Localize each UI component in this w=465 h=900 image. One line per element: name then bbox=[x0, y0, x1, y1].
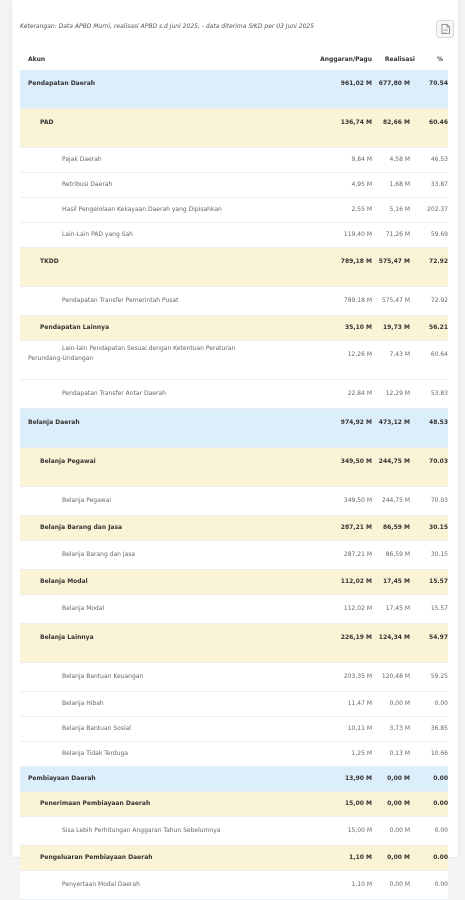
row-anggaran: 22,84 M bbox=[347, 390, 372, 397]
table-row[interactable] bbox=[20, 663, 448, 692]
row-name: Belanja Tidak Terduga bbox=[62, 750, 129, 757]
row-realisasi: 1,68 M bbox=[389, 181, 410, 188]
row-name: Lain-lain Pendapatan Sesuai dengan Ketentuan Peraturan Perundang-Undangan bbox=[28, 345, 236, 362]
row-anggaran: 287,21 M bbox=[343, 551, 372, 558]
row-realisasi: 12,29 M bbox=[385, 390, 410, 397]
table-row[interactable] bbox=[20, 487, 448, 516]
row-pct: 48.53 bbox=[429, 419, 448, 426]
row-realisasi: 0,00 M bbox=[387, 854, 410, 861]
table-row[interactable] bbox=[20, 516, 448, 541]
row-realisasi: 19,73 M bbox=[382, 324, 410, 331]
row-anggaran: 349,50 M bbox=[343, 497, 372, 504]
row-name: Sisa Lebih Perhitungan Anggaran Tahun Sebelumnya bbox=[62, 827, 221, 834]
table-row[interactable] bbox=[20, 287, 448, 316]
document-icon bbox=[441, 24, 450, 34]
row-realisasi: 0,00 M bbox=[389, 827, 410, 834]
row-name: Belanja Modal bbox=[40, 578, 88, 585]
table-header bbox=[20, 52, 448, 68]
row-anggaran: 2,55 M bbox=[351, 206, 372, 213]
row-anggaran: 1,10 M bbox=[351, 881, 372, 888]
table-row[interactable] bbox=[20, 792, 448, 817]
row-name: Retribusi Daerah bbox=[62, 181, 113, 188]
row-name: Belanja Pegawai bbox=[62, 497, 112, 504]
header-pct: % bbox=[436, 56, 443, 63]
row-pct: 56.21 bbox=[429, 324, 448, 331]
row-name: Belanja Daerah bbox=[28, 419, 80, 426]
row-pct: 36.85 bbox=[430, 725, 448, 732]
row-realisasi: 0,00 M bbox=[387, 775, 410, 782]
row-pct: 72.92 bbox=[430, 297, 448, 304]
row-anggaran: 1,25 M bbox=[351, 750, 372, 757]
table-row[interactable] bbox=[20, 871, 448, 900]
row-name: Belanja Bantuan Keuangan bbox=[62, 673, 144, 680]
row-name: Belanja Pegawai bbox=[40, 458, 96, 465]
row-realisasi: 0,00 M bbox=[389, 881, 410, 888]
row-pct: 0.00 bbox=[433, 800, 448, 807]
data-note: Keterangan: Data APBD Murni, realisasi APBD s.d Juni 2025, - data diterima SIKD per 03 Juni 2025 bbox=[20, 23, 315, 30]
table-row[interactable] bbox=[20, 409, 448, 448]
row-pct: 15.57 bbox=[429, 578, 448, 585]
row-pct: 59.69 bbox=[430, 231, 448, 238]
row-anggaran: 12,26 M bbox=[347, 351, 372, 358]
row-realisasi: 3,73 M bbox=[389, 725, 410, 732]
table-row[interactable] bbox=[20, 742, 448, 767]
row-name: Penyertaan Modal Daerah bbox=[62, 881, 140, 888]
table-row[interactable] bbox=[20, 541, 448, 570]
row-realisasi: 677,80 M bbox=[378, 80, 410, 87]
row-realisasi: 575,47 M bbox=[378, 258, 410, 265]
row-name: Belanja Modal bbox=[62, 605, 105, 612]
row-pct: 54.97 bbox=[429, 634, 448, 641]
row-name: Pajak Daerah bbox=[62, 156, 102, 163]
table-row[interactable] bbox=[20, 846, 448, 871]
row-realisasi: 473,12 M bbox=[378, 419, 410, 426]
row-realisasi: 86,59 M bbox=[385, 551, 410, 558]
row-pct: 0.00 bbox=[433, 854, 448, 861]
row-pct: 202.37 bbox=[427, 206, 448, 213]
export-button[interactable] bbox=[436, 20, 454, 38]
row-anggaran: 349,50 M bbox=[340, 458, 372, 465]
row-anggaran: 226,19 M bbox=[340, 634, 372, 641]
row-pct: 70.03 bbox=[430, 497, 448, 504]
row-name: Pembiayaan Daerah bbox=[28, 775, 96, 782]
table-row[interactable] bbox=[20, 380, 448, 409]
row-anggaran: 10,11 M bbox=[347, 725, 372, 732]
row-pct: 53.83 bbox=[430, 390, 448, 397]
row-name: Pengeluaran Pembiayaan Daerah bbox=[40, 854, 153, 861]
table-row[interactable] bbox=[20, 223, 448, 248]
row-pct: 70.03 bbox=[429, 458, 448, 465]
row-name: Hasil Pengelolaan Kekayaan Daerah yang Dipisahkan bbox=[62, 206, 222, 213]
row-anggaran: 961,02 M bbox=[340, 80, 372, 87]
row-anggaran: 119,40 M bbox=[343, 231, 372, 238]
row-pct: 60.46 bbox=[429, 119, 448, 126]
row-anggaran: 4,95 M bbox=[351, 181, 372, 188]
row-realisasi: 82,66 M bbox=[382, 119, 410, 126]
table-row[interactable] bbox=[20, 767, 448, 792]
table-row[interactable] bbox=[20, 173, 448, 198]
table-row[interactable] bbox=[20, 248, 448, 287]
table-row[interactable] bbox=[20, 148, 448, 173]
row-name: Belanja Hibah bbox=[62, 700, 104, 707]
table-row[interactable] bbox=[20, 624, 448, 663]
apbd-card bbox=[12, 0, 458, 888]
row-realisasi: 5,16 M bbox=[389, 206, 410, 213]
row-anggaran: 136,74 M bbox=[340, 119, 372, 126]
apbd-table bbox=[20, 70, 448, 900]
row-pct: 0.00 bbox=[433, 775, 448, 782]
table-row[interactable] bbox=[20, 717, 448, 742]
row-anggaran: 287,21 M bbox=[340, 524, 372, 531]
table-row[interactable] bbox=[20, 817, 448, 846]
row-realisasi: 17,45 M bbox=[385, 605, 410, 612]
row-pct: 59.25 bbox=[430, 673, 448, 680]
row-anggaran: 789,18 M bbox=[340, 258, 372, 265]
row-anggaran: 9,84 M bbox=[351, 156, 372, 163]
row-realisasi: 17,45 M bbox=[382, 578, 410, 585]
row-anggaran: 13,90 M bbox=[344, 775, 372, 782]
row-pct: 0.00 bbox=[434, 881, 448, 888]
table-row[interactable] bbox=[20, 595, 448, 624]
row-pct: 46.53 bbox=[430, 156, 448, 163]
row-pct: 15.57 bbox=[430, 605, 448, 612]
row-realisasi: 0,13 M bbox=[389, 750, 410, 757]
row-realisasi: 7,43 M bbox=[389, 351, 410, 358]
row-anggaran: 15,00 M bbox=[347, 827, 372, 834]
row-name: Pendapatan Transfer Pemerintah Pusat bbox=[62, 297, 179, 304]
row-anggaran: 35,10 M bbox=[344, 324, 372, 331]
row-name: PAD bbox=[40, 119, 54, 126]
row-name: Lain-Lain PAD yang Sah bbox=[62, 231, 133, 238]
row-realisasi: 4,58 M bbox=[389, 156, 410, 163]
row-realisasi: 575,47 M bbox=[381, 297, 410, 304]
row-name: TKDD bbox=[40, 258, 59, 265]
row-name: Penerimaan Pembiayaan Daerah bbox=[40, 800, 151, 807]
table-row[interactable] bbox=[20, 570, 448, 595]
row-realisasi: 86,59 M bbox=[382, 524, 410, 531]
row-pct: 72.92 bbox=[429, 258, 448, 265]
row-realisasi: 120,48 M bbox=[381, 673, 410, 680]
row-name: Belanja Barang dan Jasa bbox=[62, 551, 136, 558]
row-name: Pendapatan Daerah bbox=[28, 80, 96, 87]
table-row[interactable] bbox=[20, 198, 448, 223]
row-pct: 70.54 bbox=[429, 80, 448, 87]
table-row[interactable] bbox=[20, 448, 448, 487]
row-anggaran: 11,47 M bbox=[347, 700, 372, 707]
row-realisasi: 71,26 M bbox=[385, 231, 410, 238]
row-pct: 33.87 bbox=[430, 181, 448, 188]
row-pct: 0.00 bbox=[434, 827, 448, 834]
row-realisasi: 0,00 M bbox=[387, 800, 410, 807]
table-row[interactable] bbox=[20, 109, 448, 148]
row-anggaran: 112,02 M bbox=[340, 578, 372, 585]
row-anggaran: 1,10 M bbox=[349, 854, 372, 861]
row-name: Belanja Bantuan Sosial bbox=[62, 725, 131, 732]
row-realisasi: 244,75 M bbox=[378, 458, 410, 465]
header-anggaran: Anggaran/Pagu bbox=[320, 56, 372, 63]
row-pct: 30.15 bbox=[430, 551, 448, 558]
row-anggaran: 974,92 M bbox=[340, 419, 372, 426]
row-anggaran: 112,02 M bbox=[343, 605, 372, 612]
row-anggaran: 203,35 M bbox=[343, 673, 372, 680]
header-realisasi: Realisasi bbox=[384, 56, 415, 63]
table-row[interactable] bbox=[20, 341, 448, 380]
row-pct: 60.64 bbox=[430, 351, 448, 358]
note-row bbox=[20, 22, 448, 36]
row-name: Pendapatan Transfer Antar Daerah bbox=[62, 390, 166, 397]
row-pct: 0.00 bbox=[434, 700, 448, 707]
row-pct: 30.15 bbox=[429, 524, 448, 531]
row-realisasi: 0,00 M bbox=[389, 700, 410, 707]
row-name: Belanja Lainnya bbox=[40, 634, 94, 641]
row-name: Pendapatan Lainnya bbox=[40, 324, 110, 331]
header-akun: Akun bbox=[28, 56, 46, 63]
row-realisasi: 244,75 M bbox=[381, 497, 410, 504]
table-row[interactable] bbox=[20, 692, 448, 717]
row-name: Belanja Barang dan Jasa bbox=[40, 524, 123, 531]
row-realisasi: 124,34 M bbox=[378, 634, 410, 641]
row-pct: 10.66 bbox=[430, 750, 448, 757]
row-anggaran: 789,18 M bbox=[343, 297, 372, 304]
table-row[interactable] bbox=[20, 316, 448, 341]
table-row[interactable] bbox=[20, 70, 448, 109]
row-anggaran: 15,00 M bbox=[344, 800, 372, 807]
